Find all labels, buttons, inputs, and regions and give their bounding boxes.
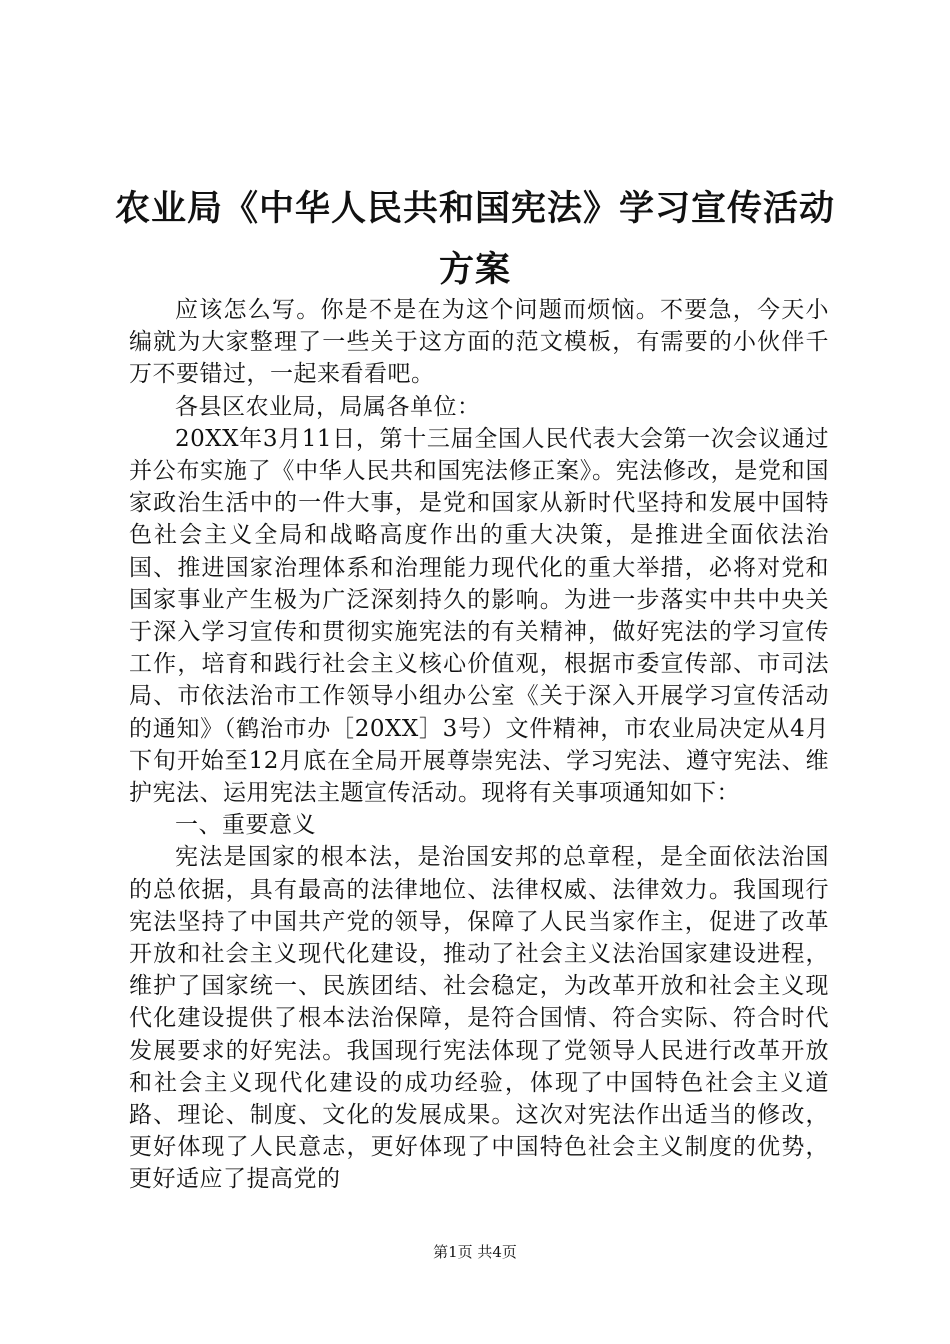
document-title-line-1: 农业局《中华人民共和国宪法》学习宣传活动: [114, 189, 835, 229]
document-body: [129, 294, 829, 1196]
significance-paragraph: 宪法是国家的根本法，是治国安邦的总章程，是全面依法治国的总依据，具有最高的法律地位、法律权威、法律效力。我国现行宪法坚持了中国共产党的领导，保障了人民当家作主，促进了改革开放和社会主义现代化建设，推动了社会主义法治国家建设进程，维护了国家统一、民族团结、社会稳定，为改革开放和社会主义现代化建设提供了根本法治保障，是符合国情、符合实际、符合时代发展要求的好宪法。我国现行宪法体现了党领导人民进行改革开放和社会主义现代化建设的成功经验，体现了中国特色社会主义道路、理论、制度、文化的发展成果。这次对宪法作出适当的修改，更好体现了人民意志，更好体现了中国特色社会主义制度的优势，更好适应了提高党的: [129, 844, 829, 1193]
page-footer: 第1页 共4页: [433, 1243, 517, 1261]
notice-paragraph: 20XX年3月11日，第十三届全国人民代表大会第一次会议通过并公布实施了《中华人民共和国宪法修正案》。宪法修改，是党和国家政治生活中的一件大事，是党和国家从新时代坚持和发展中国特色社会主义全局和战略高度作出的重大决策，是推进全面依法治国、推进国家治理体系和治理能力现代化的重大举措，必将对党和国家事业产生极为广泛深刻持久的影响。为进一步落实中共中央关于深入学习宣传和贯彻实施宪法的有关精神，做好宪法的学习宣传工作，培育和践行社会主义核心价值观，根据市委宣传部、市司法局、市依法治市工作领导小组办公室《关于深入开展学习宣传活动的通知》（鹤治市办［20XX］3号）文件精神，市农业局决定从4月下旬开始至12月底在全局开展尊崇宪法、学习宪法、遵守宪法、维护宪法、运用宪法主题宣传活动。现将有关事项通知如下：: [129, 425, 829, 807]
intro-paragraph: 应该怎么写。你是不是在为这个问题而烦恼。不要急，今天小编就为大家整理了一些关于这方面的范文模板，有需要的小伙伴千万不要错过，一起来看看吧。: [129, 297, 829, 388]
section-heading: 一、重要意义: [175, 812, 316, 839]
salutation-paragraph: 各县区农业局，局属各单位：: [175, 393, 481, 420]
document-title-line-2: 方案: [438, 250, 511, 290]
